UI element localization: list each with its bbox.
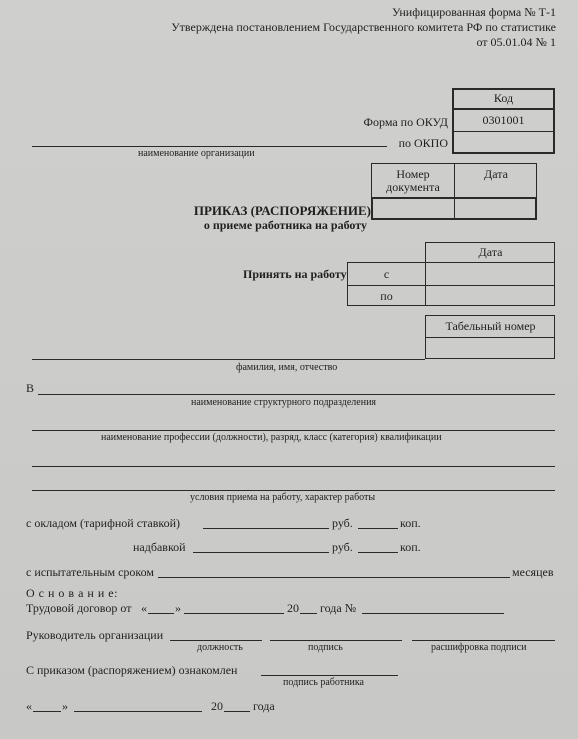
hire-from-label: с [383,266,390,281]
contract-year-prefix: 20 [287,601,299,615]
position-caption: должность [197,642,243,653]
order-title: ПРИКАЗ (РАСПОРЯЖЕНИЕ) [193,203,371,218]
acquainted-label: С приказом (распоряжением) ознакомлен [26,663,238,677]
head-label: Руководитель организации [26,628,164,642]
okpo-label: по ОКПО [398,136,448,150]
dept-line[interactable] [38,394,555,395]
hire-date-header: Дата [478,245,503,260]
ack-year-line[interactable] [224,711,250,712]
v-label: В [26,381,35,395]
signature-caption: подпись [308,642,343,653]
doc-number-header: Номер документа [386,167,440,194]
profession-caption: наименование профессии (должности), разряд, класс (категория) квалификации [101,432,442,443]
fio-caption: фамилия, имя, отчество [236,362,338,373]
probation-label: с испытательным сроком [26,565,154,579]
salary-kop: коп. [400,516,421,530]
head-position-line[interactable] [170,640,262,641]
worker-signature-caption: подпись работника [283,677,364,688]
contract-month-line[interactable] [184,613,284,614]
ack-quote-close: » [62,699,68,713]
divider [425,262,555,263]
head-decoding-line[interactable] [412,640,555,641]
conditions-line-2[interactable] [32,490,555,491]
approval-date: от 05.01.04 № 1 [476,35,556,49]
divider [452,131,555,132]
doc-date-header: Дата [484,166,508,181]
bonus-kop: коп. [400,540,421,554]
head-signature-line[interactable] [270,640,402,641]
ack-year-suffix: года [253,699,275,713]
salary-rub-line[interactable] [203,528,329,529]
fio-line[interactable] [32,359,425,360]
salary-label: с окладом (тарифной ставкой) [26,516,181,530]
codes-header: Код [493,91,514,106]
contract-number-line[interactable] [362,613,504,614]
contract-quote-open: « [141,601,147,615]
bonus-label: надбавкой [133,540,186,554]
contract-label: Трудовой договор от [26,601,132,615]
org-name-line[interactable] [32,146,387,147]
tab-number-header: Табельный номер [445,319,536,334]
probation-line[interactable] [158,577,510,578]
ack-day-line[interactable] [33,711,61,712]
bonus-kop-line[interactable] [358,552,398,553]
conditions-caption: условия приема на работу, характер работы [190,492,376,503]
salary-rub: руб. [332,516,353,530]
bonus-rub: руб. [332,540,353,554]
org-name-caption: наименование организации [138,148,255,159]
bonus-rub-line[interactable] [193,552,329,553]
approval-note: Утверждена постановлением Государственного комитета РФ по статистике [171,20,556,34]
salary-kop-line[interactable] [358,528,398,529]
form-number: Унифицированная форма № Т-1 [391,5,556,19]
basis-title: О с н о в а н и е: [26,586,118,600]
divider [425,337,555,338]
dept-caption: наименование структурного подразделения [191,397,377,408]
ack-month-line[interactable] [74,711,202,712]
decoding-caption: расшифровка подписи [431,642,527,653]
hire-to-label: по [380,288,393,303]
okud-label: Форма по ОКУД [363,115,448,129]
okud-code: 0301001 [482,113,525,128]
hire-label: Принять на работу [243,267,347,281]
profession-line[interactable] [32,430,555,431]
contract-quote-close: » [175,601,181,615]
contract-day-line[interactable] [148,613,174,614]
ack-quote-open: « [26,699,32,713]
ack-year-prefix: 20 [211,699,223,713]
contract-number-label: года № [320,601,357,615]
months-label: месяцев [512,565,554,579]
contract-year-line[interactable] [300,613,317,614]
order-subtitle: о приеме работника на работу [203,218,367,232]
conditions-line-1[interactable] [32,466,555,467]
worker-signature-line[interactable] [261,675,398,676]
